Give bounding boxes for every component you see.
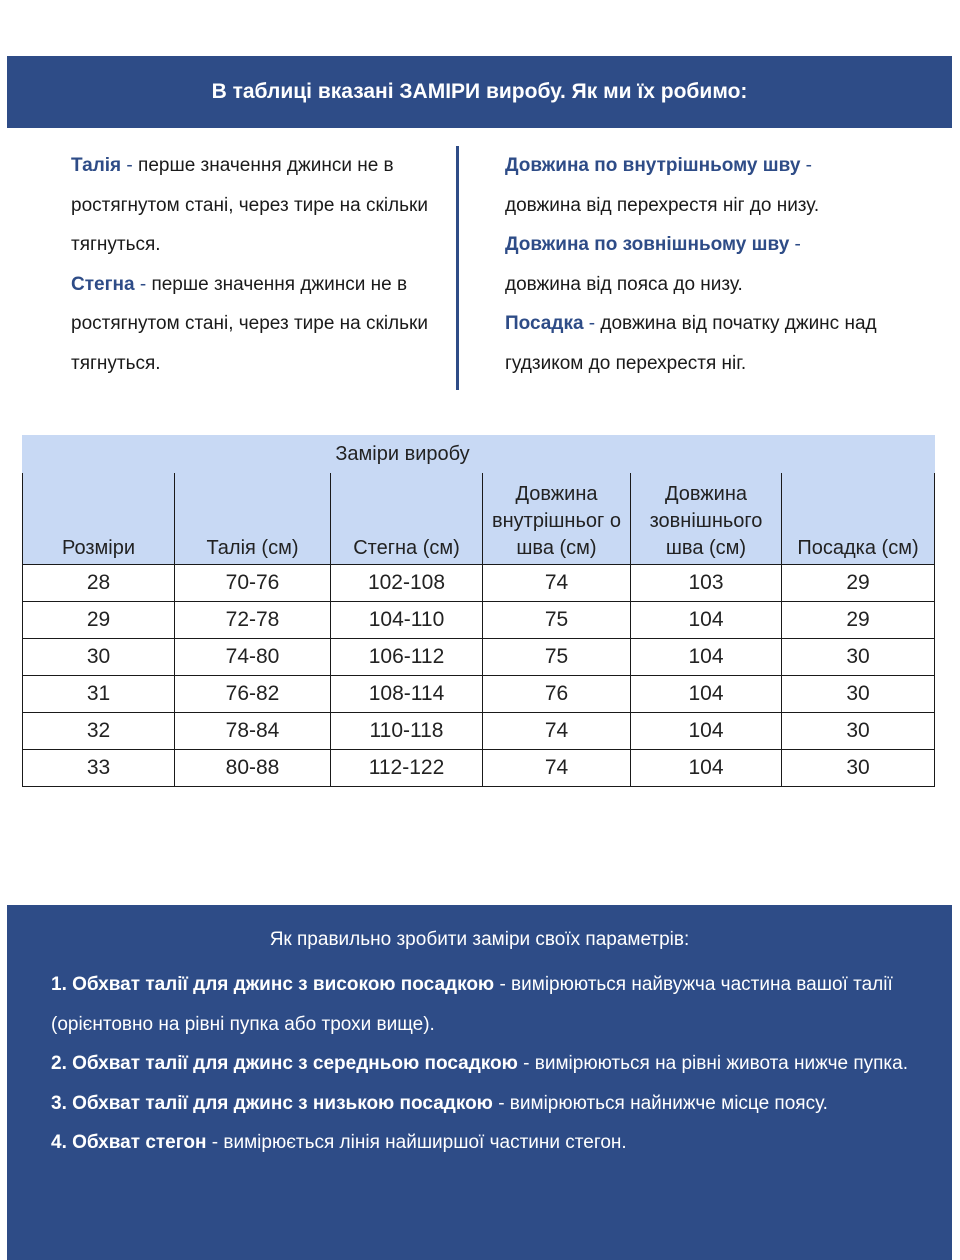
guide-item: 4. Обхват стегон - вимірюється лінія найширшої частини стегон. — [51, 1132, 627, 1153]
table-cell: 102-108 — [331, 565, 483, 602]
guide-item: 1. Обхват талії для джинс з високою посадкою - вимірюються найвужча частина вашої талії (орієнтовно на рівні пупка або трохи вище). — [51, 974, 893, 1035]
info-term: Довжина по внутрішньому шву — [505, 155, 801, 176]
table-cell: 30 — [782, 750, 935, 787]
table-cell: 30 — [782, 639, 935, 676]
guide-item: 3. Обхват талії для джинс з низькою посадкою - вимірюються найнижче місце поясу. — [51, 1092, 828, 1114]
table-cell: 78-84 — [175, 713, 331, 750]
table-cell: 104 — [631, 713, 782, 750]
table-cell: 104 — [631, 750, 782, 787]
info-item-rise: Посадка - довжина від початку джинс над гудзиком до перехрестя ніг. — [505, 313, 877, 374]
table-cell: 29 — [782, 602, 935, 639]
table-cell: 104 — [631, 639, 782, 676]
col-header-rise: Посадка (см) — [782, 473, 935, 565]
table-cell: 104 — [631, 676, 782, 713]
table-cell: 104 — [631, 602, 782, 639]
guide-list — [51, 965, 931, 1163]
table-cell: 80-88 — [175, 750, 331, 787]
table-cell: 70-76 — [175, 565, 331, 602]
table-cell: 106-112 — [331, 639, 483, 676]
col-header-outseam: Довжина зовнішнього шва (см) — [631, 473, 782, 565]
table-cell: 72-78 — [175, 602, 331, 639]
table-cell: 110-118 — [331, 713, 483, 750]
info-text: перше значення джинси не в ростягнутом стані, через тире на скільки тягнуться. — [71, 273, 428, 374]
info-term: Стегна — [71, 273, 135, 295]
info-item-waist: Талія - перше значення джинси не в ростягнутом стані, через тире на скільки тягнуться. — [71, 155, 428, 255]
table-cell: 104-110 — [331, 602, 483, 639]
col-header-waist: Талія (см) — [175, 473, 331, 565]
col-header-hips: Стегна (см) — [331, 473, 483, 565]
table-cell: 31 — [23, 676, 175, 713]
table-cell: 32 — [23, 713, 175, 750]
table-cell: 76 — [483, 676, 631, 713]
table-cell: 28 — [23, 565, 175, 602]
table-cell: 74 — [483, 713, 631, 750]
table-band-row — [23, 436, 935, 473]
info-column-right — [505, 146, 925, 383]
table-row — [23, 713, 935, 750]
info-column-left — [71, 146, 441, 383]
col-header-size: Розміри — [23, 473, 175, 565]
table-cell: 30 — [782, 676, 935, 713]
table-row — [23, 565, 935, 602]
header-banner — [7, 56, 952, 128]
guide-item: 2. Обхват талії для джинс з середньою посадкою - вимірюються на рівні живота нижче пупка. — [51, 1053, 908, 1074]
table-cell: 74 — [483, 750, 631, 787]
size-table — [22, 435, 935, 787]
guide-title: Як правильно зробити заміри своїх параметрів: — [269, 929, 690, 950]
info-item-inseam: Довжина по внутрішньому шву - довжина від перехрестя ніг до низу. — [505, 155, 820, 216]
table-cell: 30 — [23, 639, 175, 676]
table-cell: 33 — [23, 750, 175, 787]
table-cell: 74-80 — [175, 639, 331, 676]
info-text: перше значення джинси не в ростягнутом стані, через тире на скільки тягнуться. — [71, 155, 428, 255]
measuring-guide-panel — [7, 905, 952, 1260]
table-cell: 74 — [483, 565, 631, 602]
info-item-hips: Стегна - перше значення джинси не в ростягнутом стані, через тире на скільки тягнуться. — [71, 273, 428, 374]
table-cell: 29 — [782, 565, 935, 602]
table-cell: 112-122 — [331, 750, 483, 787]
col-header-inseam: Довжина внутрішньог о шва (см) — [483, 473, 631, 565]
info-item-outseam: Довжина по зовнішньому шву - довжина від пояса до низу. — [505, 234, 801, 295]
table-cell: 30 — [782, 713, 935, 750]
info-term: Посадка — [505, 313, 584, 334]
info-term: Талія — [71, 155, 122, 176]
table-band-title: Заміри виробу — [175, 436, 631, 473]
table-header-row — [23, 473, 935, 565]
table-row — [23, 602, 935, 639]
table-cell: 108-114 — [331, 676, 483, 713]
banner-title: В таблиці вказані ЗАМІРИ виробу. Як ми їх робимо: — [211, 80, 748, 103]
table-cell: 76-82 — [175, 676, 331, 713]
info-text: довжина від перехрестя ніг до низу. — [505, 194, 820, 216]
table-cell: 75 — [483, 639, 631, 676]
table-row — [23, 750, 935, 787]
table-cell: 103 — [631, 565, 782, 602]
table-cell: 29 — [23, 602, 175, 639]
info-term: Довжина по зовнішньому шву — [505, 234, 790, 255]
info-text: довжина від початку джинс над гудзиком до перехрестя ніг. — [505, 313, 877, 374]
column-divider — [456, 146, 459, 390]
info-text: довжина від пояса до низу. — [505, 273, 743, 295]
table-row — [23, 676, 935, 713]
table-cell: 75 — [483, 602, 631, 639]
table-row — [23, 639, 935, 676]
